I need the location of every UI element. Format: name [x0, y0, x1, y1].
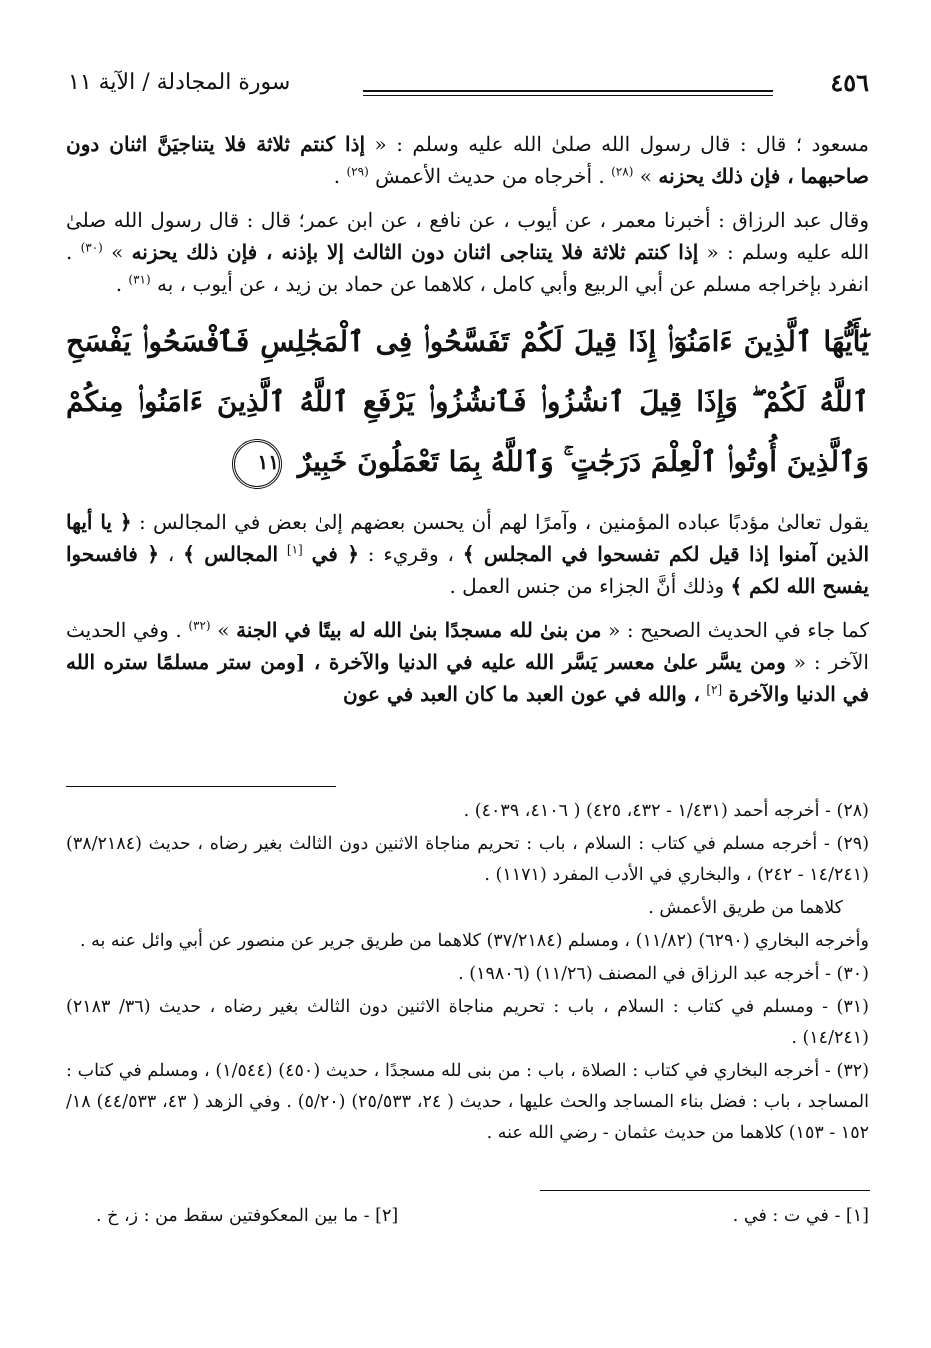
- footnote: (٢٩) - أخرجه مسلم في كتاب : السلام ، باب : تحريم مناجاة الاثنين دون الثالث بغير رضاه ، حديث (٣٨/٢١٨٤) (١٤/٢٤١ - ٢٤٢) ، والبخاري في الأدب المفرد (١١٧١) .: [66, 834, 870, 885]
- apparatus-separator: [540, 1190, 870, 1191]
- text-run: ،: [167, 542, 175, 566]
- footnote-separator: [66, 786, 336, 787]
- text-run: . وفي الحديث الآخر : «: [66, 618, 869, 674]
- text-run: »: [639, 164, 652, 188]
- text-run: .: [115, 272, 123, 296]
- footnote-ref: (٢٩): [346, 164, 369, 179]
- main-text: [66, 128, 869, 722]
- verse-quote: ﴿ في: [311, 542, 359, 566]
- ayah-number-marker: ١١: [232, 439, 282, 489]
- hadith-quote: إذا كنتم ثلاثة فلا يتناجيَنَّ اثنان دون صاحبهما ، فإن ذلك يحزنه: [66, 132, 869, 188]
- quran-verse: [66, 312, 869, 492]
- paragraph-hadith-3: [66, 614, 869, 710]
- footnote-ref: (٣٠): [80, 240, 103, 255]
- hadith-quote: ومن يسَّر علىٰ معسر يَسَّر الله عليه في الدنيا والآخرة ، [ومن ستر مسلمًا ستره الله في الدنيا والآخرة: [66, 650, 869, 706]
- apparatus-note: [٢] - ما بين المعكوفتين سقط من : ز، خ .: [96, 1206, 399, 1226]
- text-run: كما جاء في الحديث الصحيح : «: [608, 618, 870, 642]
- footnote-continuation: كلاهما من طريق الأعمش .: [648, 898, 843, 918]
- verse-quote: المجالس ﴾: [183, 542, 279, 566]
- verse-quote: ﴿ فافسحوا يفسح الله لكم ﴾: [66, 542, 869, 598]
- text-run: . انفرد بإخراجه مسلم عن أبي الربيع وأبي كامل ، كلاهما عن حماد بن زيد ، عن أيوب ، به: [66, 240, 869, 296]
- text-run: مسعود ؛ قال : قال رسول الله صلىٰ الله عليه وسلم : «: [374, 132, 869, 156]
- footnote-ref: (٣١): [128, 272, 151, 287]
- text-run: وذلك أنَّ الجزاء من جنس العمل .: [449, 574, 725, 598]
- hadith-quote: إذا كنتم ثلاثة فلا يتناجى اثنان دون الثالث إلا بإذنه ، فإن ذلك يحزنه: [131, 240, 699, 264]
- text-run: .: [333, 164, 341, 188]
- footnote-ref: (٣٢): [188, 618, 211, 633]
- apparatus-ref: [٢]: [706, 682, 723, 697]
- text-run: »: [217, 618, 230, 642]
- footnote-continuation: وأخرجه البخاري (٦٢٩٠) (١١/٨٢) ، ومسلم (٣٧/٢١٨٤) كلاهما من طريق جرير عن منصور عن أبي وائل عنه به .: [79, 931, 869, 951]
- footnote: (٣٢) - أخرجه البخاري في كتاب : الصلاة ، باب : من بنى لله مسجدًا ، حديث (٤٥٠) (١/٥٤٤) ، ومسلم في كتاب : المساجد ، باب : فضل بناء المساجد والحث عليها ، حديث ( ٢٤، ٢٥/٥٣٣) (٥/٢٠) . وفي الزهد ( ٤٣، ٤٤/٥٣٣) ١٨/ ١٥٢ - ١٥٣) كلاهما من حديث عثمان - رضي الله عنه .: [66, 1061, 870, 1143]
- verse-quote: ﴿ يا أيها الذين آمنوا إذا قيل لكم تفسحوا في المجلس ﴾: [66, 510, 870, 566]
- text-run: ، وقريء :: [367, 542, 454, 566]
- footnote: (٣٠) - أخرجه عبد الرزاق في المصنف (١١/٢٦) (١٩٨٠٦) .: [458, 964, 869, 984]
- textual-apparatus: [66, 1206, 869, 1238]
- page-header: [68, 68, 869, 108]
- footnote: (٣١) - ومسلم في كتاب : السلام ، باب : تحريم مناجاة الاثنين دون الثالث بغير رضاه ، حديث (٣٦/ ٢١٨٣) (١٤/٢٤١) .: [66, 997, 869, 1048]
- paragraph-hadith-2: [66, 204, 869, 300]
- verse-text: يَٰٓأَيُّهَا ٱلَّذِينَ ءَامَنُوٓا۟ إِذَا قِيلَ لَكُمْ تَفَسَّحُوا۟ فِى ٱلْمَجَٰلِسِ فَٱفْسَحُوا۟ يَفْسَحِ ٱللَّهُ لَكُمْ ۖ وَإِذَا قِيلَ ٱنشُزُوا۟ فَٱنشُزُوا۟ يَرْفَعِ ٱللَّهُ ٱلَّذِينَ ءَامَنُوا۟ مِنكُمْ وَٱلَّذِينَ أُوتُوا۟ ٱلْعِلْمَ دَرَجَٰتٍ ۚ وَٱللَّهُ بِمَا تَعْمَلُونَ خَبِيرٌ: [66, 325, 869, 478]
- page-number: ٤٥٦: [830, 68, 869, 97]
- hadith-quote: من بنىٰ لله مسجدًا بنىٰ الله له بيتًا في الجنة: [236, 618, 602, 642]
- running-title: سورة المجادلة / الآية ١١: [68, 70, 291, 95]
- text-run: يقول تعالىٰ مؤدبًا عباده المؤمنين ، وآمرًا لهم أن يحسن بعضهم إلىٰ بعض في المجالس :: [138, 510, 869, 534]
- paragraph-hadith-1: [66, 128, 869, 192]
- footnote-ref: (٢٨): [611, 164, 634, 179]
- text-run: وقال عبد الرزاق : أخبرنا معمر ، عن أيوب ، عن نافع ، عن ابن عمر؛ قال : قال رسول الله صلىٰ الله عليه وسلم : «: [66, 208, 870, 264]
- hadith-quote: ، والله في عون العبد ما كان العبد في عون: [343, 682, 700, 706]
- footnotes: [66, 796, 869, 1151]
- text-run: . أخرجاه من حديث الأعمش: [375, 164, 605, 188]
- header-rule: [363, 90, 773, 96]
- text-run: »: [111, 240, 124, 264]
- apparatus-note: [١] - في ت : في .: [732, 1206, 869, 1226]
- footnote: (٢٨) - أخرجه أحمد (١/٤٣١ - ٤٣٢، ٤٢٥) ( ٤١٠٦، ٤٠٣٩) .: [463, 801, 869, 821]
- paragraph-commentary: [66, 506, 869, 602]
- apparatus-ref: [١]: [286, 542, 303, 557]
